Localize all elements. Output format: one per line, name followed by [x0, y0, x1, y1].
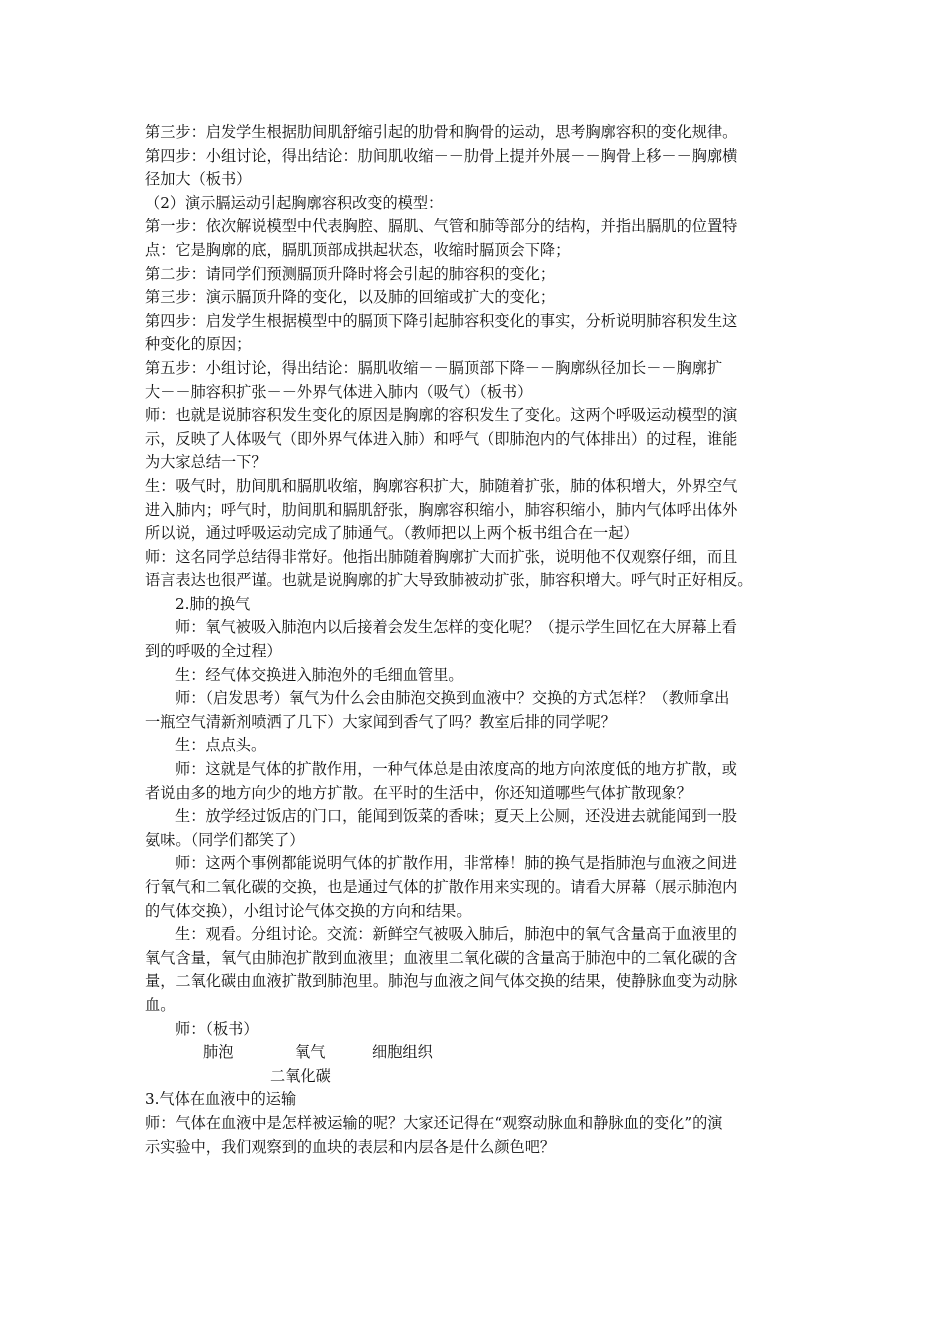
document-page — [145, 121, 810, 1159]
text-line: 到的呼吸的全过程） — [145, 642, 282, 661]
text-line: 示实验中，我们观察到的血块的表层和内层各是什么颜色吧？ — [145, 1137, 556, 1156]
text-line: 所以说，通过呼吸运动完成了肺通气。（教师把以上两个板书组合在一起） — [145, 524, 639, 543]
text-line: 师：这名同学总结得非常好。他指出肺随着胸廓扩大而扩张，说明他不仅观察仔细，而且 — [145, 547, 738, 566]
body-text-continued — [145, 1088, 810, 1159]
text-line: 第四步：启发学生根据模型中的膈顶下降引起肺容积变化的事实，分析说明肺容积发生这 — [145, 311, 738, 330]
text-line: 师：氧气被吸入肺泡内以后接着会发生怎样的变化呢？（提示学生回忆在大屏幕上看 — [175, 618, 737, 637]
text-line: 第二步：请同学们预测膈顶升降时将会引起的肺容积的变化； — [145, 264, 556, 283]
text-line: 师：这两个事例都能说明气体的扩散作用，非常棒！肺的换气是指肺泡与血液之间进 — [175, 854, 737, 873]
diagram-right-label: 细胞组织 — [372, 1043, 433, 1062]
text-line: 第三步：启发学生根据肋间肌舒缩引起的肋骨和胸骨的运动，思考胸廓容积的变化规律。 — [145, 123, 738, 141]
text-line: 血。 — [145, 995, 176, 1014]
text-line: 生：吸气时，肋间肌和膈肌收缩，胸廓容积扩大，肺随着扩张，肺的体积增大，外界空气 — [145, 476, 738, 495]
text-line: 第四步：小组讨论，得出结论：肋间肌收缩－－肋骨上提并外展－－胸骨上移－－胸廓横 — [145, 146, 738, 165]
body-text — [145, 121, 810, 1041]
text-line: （2）演示膈运动引起胸廓容积改变的模型： — [145, 193, 444, 212]
text-line: 一瓶空气清新剂喷洒了几下）大家闻到香气了吗？教室后排的同学呢？ — [145, 712, 616, 731]
text-line: 第五步：小组讨论，得出结论：膈肌收缩－－膈顶部下降－－胸廓纵径加长－－胸廓扩 — [145, 358, 723, 377]
text-line: 大－－肺容积扩张－－外界气体进入肺内（吸气）（板书） — [145, 382, 533, 401]
text-line: 师：（板书） — [175, 1019, 259, 1038]
text-line: 的气体交换），小组讨论气体交换的方向和结果。 — [145, 901, 472, 920]
text-line: 氧气含量，氧气由肺泡扩散到血液里；血液里二氧化碳的含量高于肺泡中的二氧化碳的含 — [145, 948, 738, 967]
text-line: 师：（启发思考）氧气为什么会由肺泡交换到血液中？交换的方式怎样？（教师拿出 — [175, 689, 730, 708]
text-line: 径加大（板书） — [145, 170, 252, 189]
text-line: 者说由多的地方向少的地方扩散。在平时的生活中，你还知道哪些气体扩散现象？ — [145, 783, 692, 802]
text-line: 师：也就是说肺容积发生变化的原因是胸廓的容积发生了变化。这两个呼吸运动模型的演 — [145, 406, 738, 425]
text-line: 示，反映了人体吸气（即外界气体进入肺）和呼气（即肺泡内的气体排出）的过程，谁能 — [145, 429, 738, 448]
text-line: 生：经气体交换进入肺泡外的毛细血管里。 — [175, 665, 464, 684]
text-line: 点：它是胸廓的底，膈肌顶部成拱起状态，收缩时膈顶会下降； — [145, 240, 571, 259]
text-line: 行氧气和二氧化碳的交换，也是通过气体的扩散作用来实现的。请看大屏幕（展示肺泡内 — [145, 878, 738, 896]
text-line: 第一步：依次解说模型中代表胸腔、膈肌、气管和肺等部分的结构，并指出膈肌的位置特 — [145, 217, 738, 236]
text-line: 2.肺的换气 — [175, 594, 251, 613]
text-line: 师：气体在血液中是怎样被运输的呢？大家还记得在“观察动脉血和静脉血的变化”的演 — [145, 1113, 723, 1132]
text-line: 种变化的原因； — [145, 335, 252, 354]
text-line: 生：放学经过饭店的门口，能闻到饭菜的香味；夏天上公厕，还没进去就能闻到一股 — [175, 807, 737, 826]
text-line: 量，二氧化碳由血液扩散到肺泡里。肺泡与血液之间气体交换的结果，使静脉血变为动脉 — [145, 972, 738, 991]
diagram-bottom-label: 二氧化碳 — [270, 1066, 331, 1085]
text-line: 第三步：演示膈顶升降的变化，以及肺的回缩或扩大的变化； — [145, 288, 556, 307]
text-line: 生：点点头。 — [175, 736, 267, 755]
text-line: 氨味。（同学们都笑了） — [145, 830, 305, 849]
text-line: 3.气体在血液中的运输 — [145, 1090, 297, 1109]
board-diagram — [145, 1041, 810, 1088]
text-line: 为大家总结一下？ — [145, 453, 267, 472]
text-line: 语言表达也很严谨。也就是说胸廓的扩大导致肺被动扩张，肺容积增大。呼气时正好相反。 — [145, 571, 753, 590]
text-line: 进入肺内；呼气时，肋间肌和膈肌舒张，胸廓容积缩小，肺容积缩小，肺内气体呼出体外 — [145, 500, 738, 519]
text-line: 生：观看。分组讨论。交流：新鲜空气被吸入肺后，肺泡中的氧气含量高于血液里的 — [175, 925, 737, 944]
text-line: 师：这就是气体的扩散作用，一种气体总是由浓度高的地方向浓度低的地方扩散，或 — [175, 760, 737, 779]
diagram-top-label: 氧气 — [295, 1043, 326, 1062]
diagram-left-label: 肺泡 — [203, 1043, 234, 1062]
